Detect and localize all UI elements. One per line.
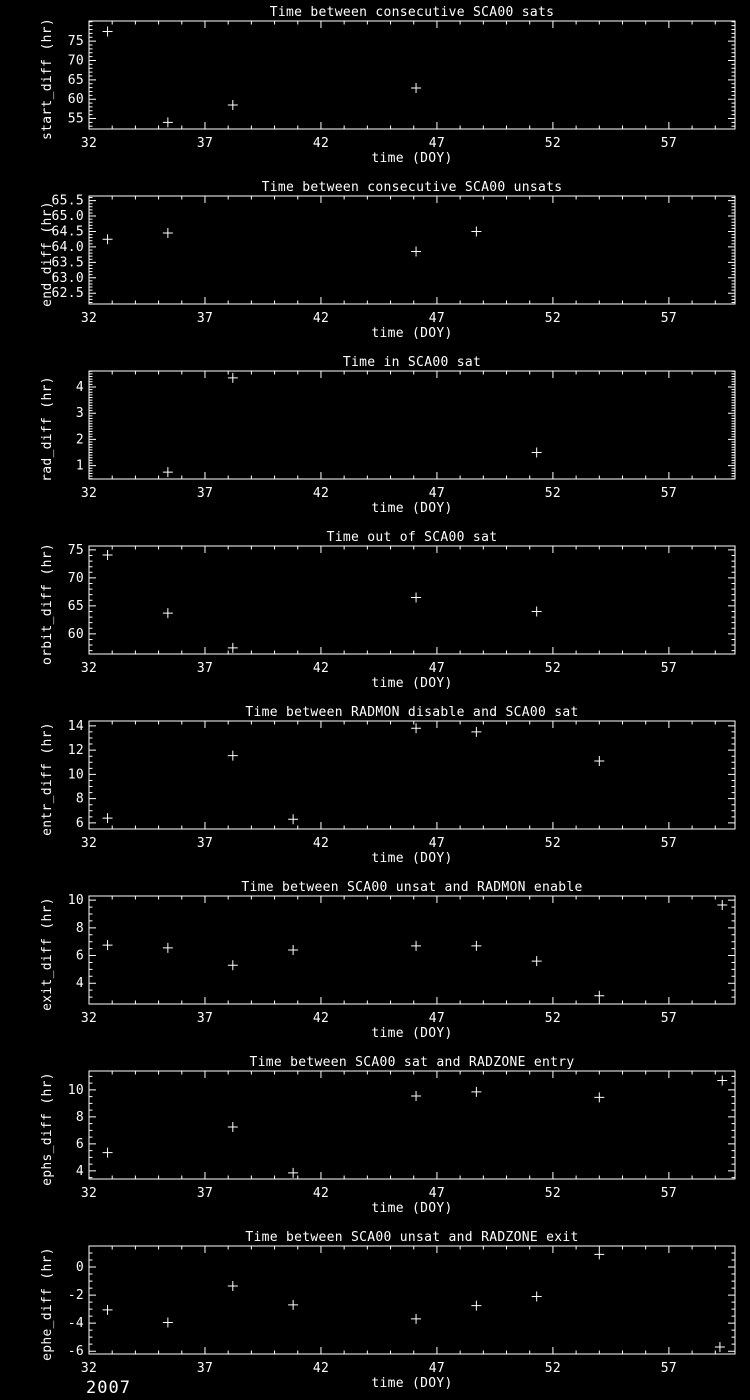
y-tick-label: -6 [67, 1344, 84, 1360]
chart-title: Time between consecutive SCA00 unsats [261, 180, 563, 195]
y-tick-label: 10 [67, 767, 84, 783]
chart-title: Time between RADMON disable and SCA00 sat [245, 705, 579, 720]
y-tick-label: 4 [75, 976, 84, 992]
data-points [103, 1075, 728, 1177]
data-points [103, 26, 422, 127]
x-tick-label: 42 [312, 1361, 330, 1376]
x-tick-label: 57 [660, 1186, 678, 1201]
axes-frame [89, 371, 735, 479]
x-tick-label: 37 [196, 1186, 214, 1201]
data-points [103, 900, 728, 1001]
x-tick-label: 32 [80, 311, 98, 326]
y-tick-label: 70 [67, 53, 84, 69]
x-tick-label: 32 [80, 1186, 98, 1201]
y-tick-label: -4 [67, 1316, 84, 1332]
x-tick-label: 47 [428, 136, 446, 151]
chart-6 [0, 875, 750, 1050]
chart-title: Time out of SCA00 sat [326, 530, 498, 545]
x-tick-label: 47 [428, 1186, 446, 1201]
y-tick-label: 8 [75, 920, 84, 936]
y-tick-label: 10 [67, 893, 84, 909]
x-tick-label: 52 [544, 136, 562, 151]
x-tick-label: 42 [312, 661, 330, 676]
axes-frame [89, 196, 735, 304]
y-tick-label: 75 [67, 542, 84, 558]
y-tick-label: 14 [67, 718, 84, 734]
x-tick-label: 42 [312, 1011, 330, 1026]
y-tick-label: 64.0 [51, 239, 84, 255]
y-tick-label: 60 [67, 92, 84, 108]
x-tick-label: 57 [660, 311, 678, 326]
chart-4 [0, 525, 750, 700]
x-axis-label: time (DOY) [371, 1376, 453, 1391]
y-tick-label: 6 [75, 815, 84, 831]
x-tick-label: 37 [196, 1361, 214, 1376]
x-tick-label: 42 [312, 836, 330, 851]
chart-1 [0, 0, 750, 175]
y-axis-label: rad_diff (hr) [40, 376, 55, 482]
y-axis-label: orbit_diff (hr) [40, 543, 55, 665]
x-tick-label: 52 [544, 311, 562, 326]
y-axis-label: entr_diff (hr) [40, 722, 55, 836]
y-axis-label: ephe_diff (hr) [40, 1247, 55, 1361]
x-tick-label: 37 [196, 136, 214, 151]
x-tick-label: 57 [660, 136, 678, 151]
x-tick-label: 52 [544, 836, 562, 851]
y-tick-label: 55 [67, 111, 84, 127]
chart-3 [0, 350, 750, 525]
chart-title: Time between SCA00 unsat and RADZONE exit [245, 1230, 579, 1245]
y-tick-label: 60 [67, 626, 84, 642]
chart-title: Time between SCA00 unsat and RADMON enable [241, 880, 583, 895]
y-tick-label: -2 [67, 1288, 84, 1304]
x-tick-label: 32 [80, 1361, 98, 1376]
y-axis-label: start_diff (hr) [40, 18, 55, 140]
x-tick-label: 32 [80, 1011, 98, 1026]
y-tick-label: 65.0 [51, 209, 84, 225]
x-tick-label: 57 [660, 836, 678, 851]
y-tick-label: 1 [75, 458, 84, 474]
axes-frame [89, 721, 735, 829]
x-tick-label: 47 [428, 311, 446, 326]
y-axis-label: end_diff (hr) [40, 201, 55, 307]
x-tick-label: 32 [80, 836, 98, 851]
x-tick-label: 32 [80, 136, 98, 151]
y-tick-label: 65 [67, 72, 84, 88]
y-tick-label: 64.5 [51, 224, 84, 240]
x-tick-label: 37 [196, 486, 214, 501]
x-tick-label: 47 [428, 1011, 446, 1026]
data-points [163, 373, 542, 477]
x-tick-label: 42 [312, 311, 330, 326]
data-points [103, 550, 542, 653]
x-axis-label: time (DOY) [371, 1026, 453, 1041]
x-tick-label: 52 [544, 661, 562, 676]
x-tick-label: 57 [660, 661, 678, 676]
y-tick-label: 12 [67, 743, 84, 759]
y-axis-label: exit_diff (hr) [40, 897, 55, 1011]
x-tick-label: 32 [80, 486, 98, 501]
chart-8 [0, 1225, 750, 1400]
x-tick-label: 37 [196, 311, 214, 326]
chart-title: Time between consecutive SCA00 sats [269, 5, 555, 20]
x-tick-label: 47 [428, 486, 446, 501]
x-axis-label: time (DOY) [371, 851, 453, 866]
x-axis-label: time (DOY) [371, 501, 453, 516]
x-tick-label: 37 [196, 661, 214, 676]
x-tick-label: 57 [660, 486, 678, 501]
x-tick-label: 52 [544, 486, 562, 501]
x-axis-label: time (DOY) [371, 676, 453, 691]
y-tick-label: 75 [67, 34, 84, 50]
x-tick-label: 42 [312, 1186, 330, 1201]
x-tick-label: 42 [312, 486, 330, 501]
x-tick-label: 37 [196, 836, 214, 851]
y-tick-label: 4 [75, 379, 84, 395]
axes-frame [89, 1071, 735, 1179]
x-axis-label: time (DOY) [371, 151, 453, 166]
x-tick-label: 47 [428, 1361, 446, 1376]
axes-frame [89, 21, 735, 129]
y-tick-label: 2 [75, 432, 84, 448]
y-tick-label: 70 [67, 570, 84, 586]
x-tick-label: 47 [428, 661, 446, 676]
y-tick-label: 4 [75, 1163, 84, 1179]
y-tick-label: 8 [75, 791, 84, 807]
x-tick-label: 57 [660, 1361, 678, 1376]
y-tick-label: 3 [75, 406, 84, 422]
year-label: 2007 [86, 1378, 131, 1398]
y-tick-label: 0 [75, 1260, 84, 1276]
x-tick-label: 32 [80, 661, 98, 676]
x-tick-label: 57 [660, 1011, 678, 1026]
data-points [103, 1249, 725, 1352]
x-tick-label: 52 [544, 1011, 562, 1026]
chart-7 [0, 1050, 750, 1225]
y-tick-label: 65 [67, 598, 84, 614]
x-tick-label: 37 [196, 1011, 214, 1026]
x-tick-label: 52 [544, 1361, 562, 1376]
data-points [103, 723, 605, 824]
chart-title: Time between SCA00 sat and RADZONE entry [249, 1055, 575, 1070]
x-axis-label: time (DOY) [371, 1201, 453, 1216]
data-points [103, 226, 482, 256]
x-tick-label: 42 [312, 136, 330, 151]
axes-frame [89, 1246, 735, 1354]
x-axis-label: time (DOY) [371, 326, 453, 341]
axes-frame [89, 896, 735, 1004]
chart-title: Time in SCA00 sat [342, 355, 482, 370]
x-tick-label: 52 [544, 1186, 562, 1201]
chart-2 [0, 175, 750, 350]
axes-frame [89, 546, 735, 654]
y-tick-label: 6 [75, 1136, 84, 1152]
y-tick-label: 6 [75, 948, 84, 964]
y-tick-label: 63.0 [51, 270, 84, 286]
chart-5 [0, 700, 750, 875]
y-tick-label: 65.5 [51, 193, 84, 209]
y-tick-label: 8 [75, 1109, 84, 1125]
y-axis-label: ephs_diff (hr) [40, 1072, 55, 1186]
y-tick-label: 62.5 [51, 286, 84, 302]
y-tick-label: 10 [67, 1082, 84, 1098]
x-tick-label: 47 [428, 836, 446, 851]
y-tick-label: 63.5 [51, 255, 84, 271]
